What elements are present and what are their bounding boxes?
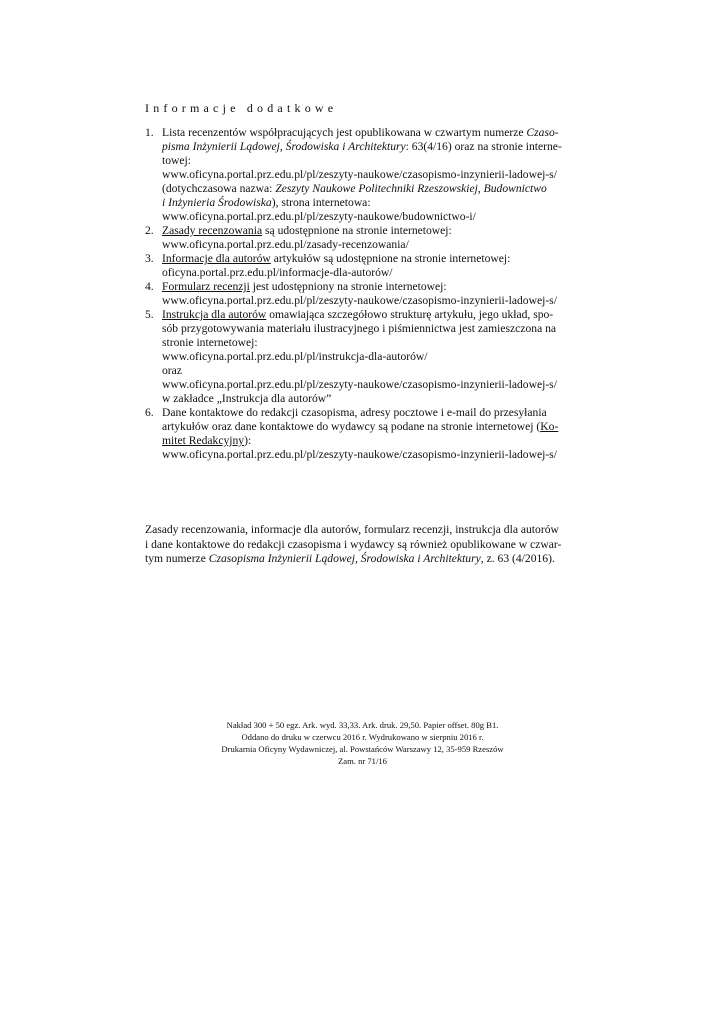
italic-text: Czasopisma Inżynierii Lądowej, Środowiska i Architektury: [208, 552, 481, 565]
text-run: (dotychczasowa nazwa:: [162, 182, 276, 195]
text-line: [162, 322, 590, 336]
text-run: Dane kontaktowe do redakcji czasopisma, adresy pocztowe i e-mail do przesyłania: [162, 406, 547, 419]
text-run: towej:: [162, 154, 191, 167]
italic-text: Zeszyty Naukowe Politechniki Rzeszowskiej, Budownictwo: [275, 182, 547, 195]
text-run: w zakładce „Instrukcja dla autorów”: [162, 392, 332, 405]
text-line: [162, 294, 590, 308]
text-line: [162, 406, 590, 420]
list-item-number: 2.: [145, 224, 154, 237]
text-run: , z. 63 (4/2016).: [480, 552, 555, 565]
text-line: [162, 280, 590, 294]
text-line: [162, 252, 590, 266]
list-item-number: 3.: [145, 252, 154, 265]
text-run: artykułów oraz dane kontaktowe do wydawcy są podane na stronie internetowej (: [162, 420, 541, 433]
text-line: [162, 420, 590, 434]
list-item: [145, 126, 590, 224]
text-run: www.oficyna.portal.prz.edu.pl/pl/zeszyty-naukowe/czasopismo-inzynierii-ladowej-s/: [162, 168, 557, 181]
imprint-line: Nakład 300 + 50 egz. Ark. wyd. 33,33. Ark. druk. 29,50. Papier offset. 80g B1.: [226, 720, 499, 730]
text-run: ), strona internetowa:: [271, 196, 371, 209]
list-item: [145, 224, 590, 252]
text-line: [145, 538, 590, 553]
text-run: tym numerze: [145, 552, 209, 565]
text-line: [162, 336, 590, 350]
text-line: [162, 224, 590, 238]
text-line: [162, 126, 590, 140]
text-line: [162, 140, 590, 154]
text-line: [162, 154, 590, 168]
underlined-text: Instrukcja dla autorów: [162, 308, 267, 321]
text-run: są udostępnione na stronie internetowej:: [262, 224, 452, 237]
text-line: [145, 523, 590, 538]
text-run: stronie internetowej:: [162, 336, 258, 349]
text-run: oficyna.portal.prz.edu.pl/informacje-dla-autorów/: [162, 266, 393, 279]
text-run: sób przygotowywania materiału ilustracyjnego i piśmiennictwa jest zamieszczona na: [162, 322, 557, 335]
list-item-number: 5.: [145, 308, 154, 321]
text-line: [162, 378, 590, 392]
italic-text: Czaso-: [526, 126, 559, 139]
italic-text: i Inżynieria Środowiska: [162, 196, 272, 209]
underlined-text: Formularz recenzji: [162, 280, 250, 293]
text-line: [162, 434, 590, 448]
imprint-line: Drukarnia Oficyny Wydawniczej, al. Powstańców Warszawy 12, 35-959 Rzeszów: [221, 744, 504, 754]
underlined-text: mitet Redakcyjny: [162, 434, 245, 447]
text-run: Lista recenzentów współpracujących jest opublikowana w czwartym numerze: [162, 126, 527, 139]
text-line: [162, 210, 590, 224]
underlined-text: Informacje dla autorów: [162, 252, 271, 265]
text-line: [162, 364, 590, 378]
list-item: [145, 280, 590, 308]
text-run: Zasady recenzowania, informacje dla autorów, formularz recenzji, instrukcja dla autorów: [145, 523, 559, 536]
text-line: [162, 196, 590, 210]
text-run: www.oficyna.portal.prz.edu.pl/pl/instrukcja-dla-autorów/: [162, 350, 428, 363]
imprint-line: Zam. nr 71/16: [338, 756, 387, 766]
italic-text: pisma Inżynierii Lądowej, Środowiska i Architektury: [162, 140, 406, 153]
text-run: www.oficyna.portal.prz.edu.pl/pl/zeszyty-naukowe/czasopismo-inzynierii-ladowej-s/: [162, 294, 557, 307]
imprint-block: [145, 719, 580, 767]
text-run: www.oficyna.portal.prz.edu.pl/pl/zeszyty-naukowe/budownictwo-i/: [162, 210, 476, 223]
imprint-line: Oddano do druku w czerwcu 2016 r. Wydrukowano w sierpniu 2016 r.: [241, 732, 484, 742]
text-run: i dane kontaktowe do redakcji czasopisma i wydawcy są również opublikowane w czwar-: [145, 537, 562, 551]
underlined-text: Zasady recenzowania: [162, 224, 263, 237]
text-run: omawiająca szczegółowo strukturę artykułu, jego układ, spo-: [266, 308, 554, 321]
text-run: oraz: [162, 364, 182, 377]
summary-paragraph: [145, 523, 590, 567]
list-item-number: 4.: [145, 280, 154, 293]
text-run: : 63(4/16) oraz na stronie interne-: [405, 140, 562, 153]
text-line: [162, 182, 590, 196]
list-item-number: 1.: [145, 126, 154, 139]
text-run: www.oficyna.portal.prz.edu.pl/zasady-recenzowania/: [162, 238, 409, 251]
list-item: [145, 252, 590, 280]
section-heading: Informacje dodatkowe: [145, 101, 338, 115]
text-line: [162, 168, 590, 182]
underlined-text: Ko-: [540, 420, 559, 433]
text-line: [162, 350, 590, 364]
list-item: [145, 308, 590, 406]
info-list: [145, 126, 590, 462]
text-line: [145, 552, 590, 567]
list-item-number: 6.: [145, 406, 154, 419]
text-run: www.oficyna.portal.prz.edu.pl/pl/zeszyty-naukowe/czasopismo-inzynierii-ladowej-s/: [162, 378, 557, 391]
text-line: [162, 266, 590, 280]
text-line: [162, 308, 590, 322]
text-run: ):: [244, 434, 252, 447]
text-line: [162, 392, 590, 406]
text-run: www.oficyna.portal.prz.edu.pl/pl/zeszyty-naukowe/czasopismo-inzynierii-ladowej-s/: [162, 448, 557, 461]
text-run: artykułów są udostępnione na stronie internetowej:: [270, 252, 511, 265]
list-item: [145, 406, 590, 462]
text-line: [162, 448, 590, 462]
text-run: jest udostępniony na stronie internetowej:: [249, 280, 447, 293]
text-line: [162, 238, 590, 252]
